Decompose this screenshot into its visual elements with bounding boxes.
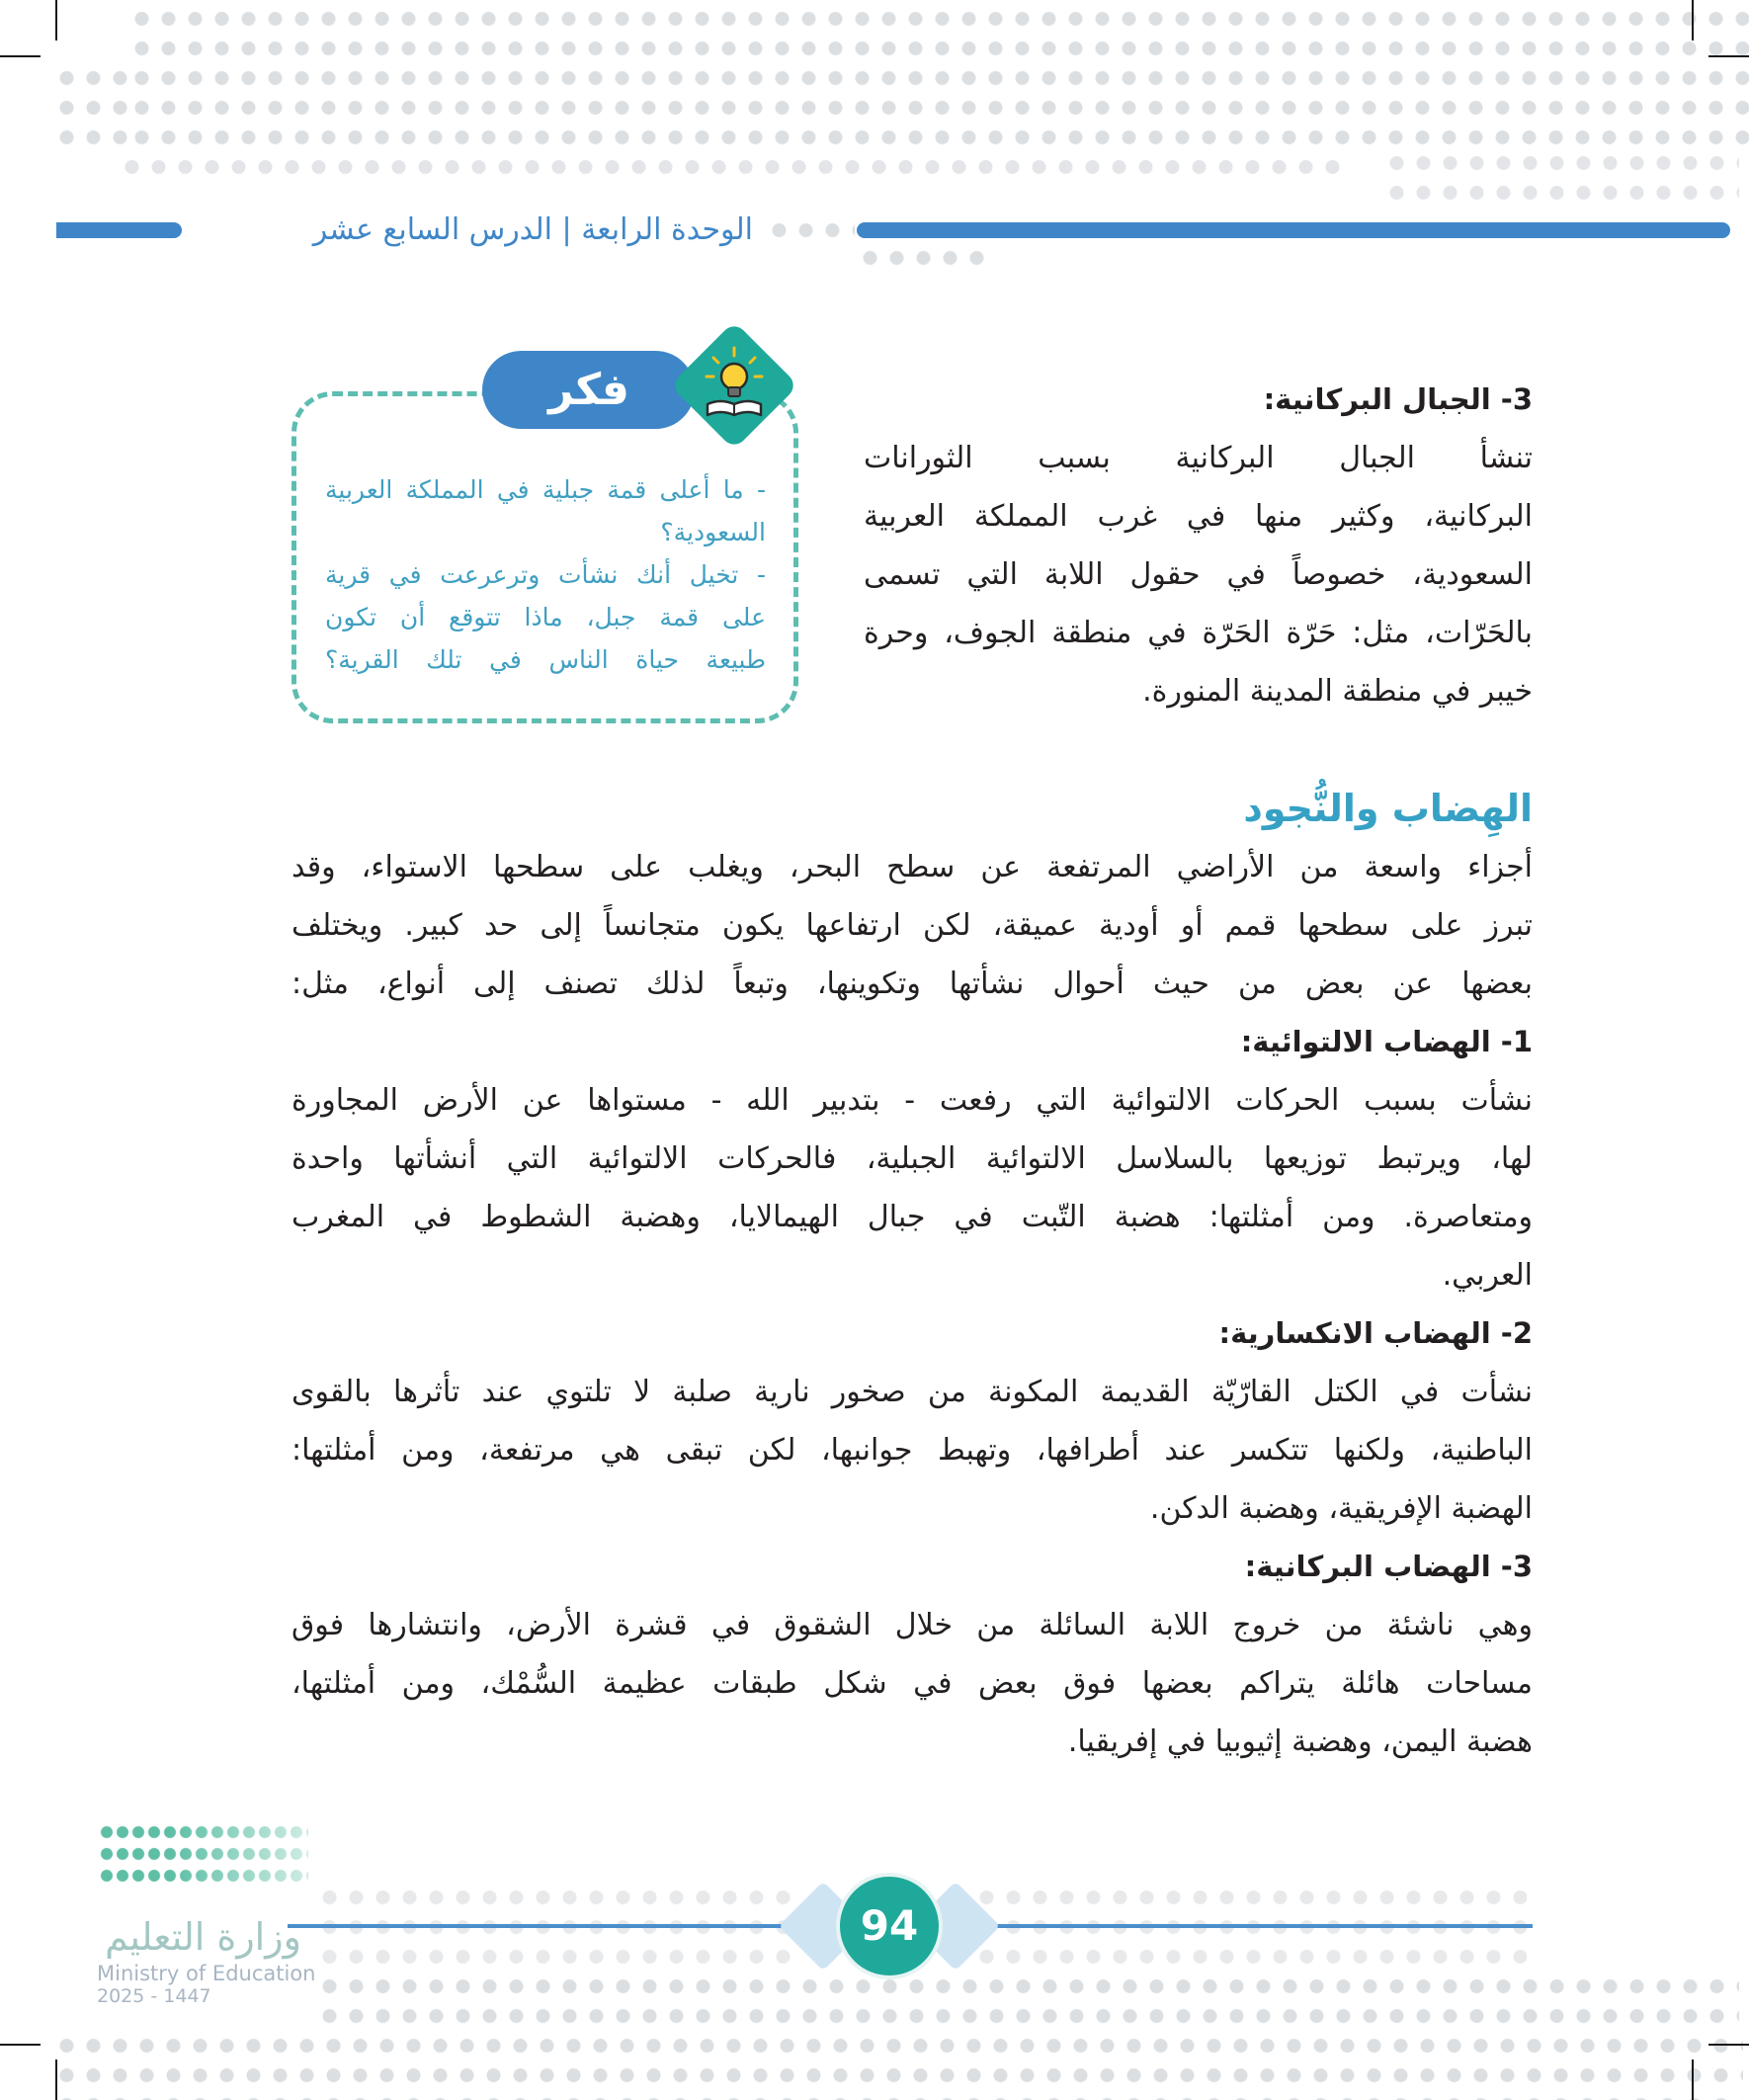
unit-lesson-title: الوحدة الرابعة | الدرس السابع عشر bbox=[312, 212, 753, 247]
paragraph-line: بالحَرّات، مثل: حَرّة الحَرّة في منطقة الجوف، وحرة bbox=[864, 616, 1533, 650]
think-box-text bbox=[325, 468, 766, 681]
section-heading: 2- الهضاب الانكسارية: bbox=[1218, 1316, 1533, 1350]
dot-pattern-decoration bbox=[316, 1972, 1739, 2031]
crop-mark bbox=[0, 55, 41, 57]
crop-mark bbox=[55, 2059, 57, 2100]
edition-year: 2025 - 1447 bbox=[97, 1985, 211, 2007]
dot-pattern-decoration bbox=[128, 4, 1749, 148]
lightbulb-book-icon bbox=[670, 321, 798, 450]
crop-mark bbox=[55, 0, 57, 41]
think-question-line: - تخيل أنك نشأت وترعرعت في قرية bbox=[325, 560, 766, 589]
crop-mark bbox=[1708, 2044, 1749, 2046]
dot-pattern-decoration bbox=[53, 2031, 1743, 2100]
paragraph-line: وهي ناشئة من خروج اللابة السائلة من خلال الشقوق في قشرة الأرض، وانتشارها فوق bbox=[292, 1608, 1533, 1642]
crop-mark bbox=[1708, 55, 1749, 57]
paragraph-line: السعودية، خصوصاً في حقول اللابة التي تسمى bbox=[864, 557, 1533, 592]
crop-mark bbox=[0, 2044, 41, 2046]
paragraph-line: خيبر في منطقة المدينة المنورة. bbox=[1142, 674, 1533, 709]
dot-pattern-decoration bbox=[857, 243, 995, 273]
think-label: فكر bbox=[548, 365, 629, 415]
paragraph-line: مساحات هائلة يتراكم بعضها فوق بعض في شكل طبقات عظيمة السُّمْك، ومن أمثلتها، bbox=[292, 1666, 1533, 1701]
section-heading: 3- الهضاب البركانية: bbox=[1244, 1550, 1533, 1583]
paragraph-line: ومتعاصرة. ومن أمثلتها: هضبة التّبت في جبال الهيمالايا، وهضبة الشطوط في المغرب bbox=[292, 1200, 1533, 1234]
paragraph-line: نشأت في الكتل القارّيّة القديمة المكونة من صخور نارية صلبة لا تلتوي عند تأثرها بالقوى bbox=[292, 1375, 1533, 1409]
ministry-logo-mark bbox=[99, 1821, 308, 1889]
paragraph-line: أجزاء واسعة من الأراضي المرتفعة عن سطح البحر، ويغلب على سطحها الاستواء، وقد bbox=[292, 850, 1533, 884]
paragraph-line: العربي. bbox=[1442, 1258, 1533, 1293]
ministry-name-english: Ministry of Education bbox=[97, 1962, 316, 1985]
think-badge bbox=[670, 321, 798, 450]
section-heading: 3- الجبال البركانية: bbox=[1263, 382, 1533, 416]
crop-mark bbox=[1692, 2059, 1694, 2100]
paragraph-line: نشأت بسبب الحركات الالتوائية التي رفعت - بتدبير الله - مستواها عن الأرض المجاورة bbox=[292, 1083, 1533, 1118]
ministry-name-arabic: وزارة التعليم bbox=[105, 1915, 301, 1959]
think-question-line: - ما أعلى قمة جبلية في المملكة العربية bbox=[325, 475, 766, 504]
paragraph-line: لها، ويرتبط توزيعها بالسلاسل الالتوائية الجبلية، فالحركات الالتوائية التي أنشأتها واحدة bbox=[292, 1141, 1533, 1176]
paragraph-line: تنشأ الجبال البركانية بسبب الثورانات bbox=[864, 441, 1533, 475]
paragraph-line: بعضها عن بعض من حيث أحوال نشأتها وتكوينها، وتبعاً لذلك تصنف إلى أنواع، مثل: bbox=[292, 966, 1533, 1001]
page-number: 94 bbox=[836, 1873, 943, 1979]
paragraph-line: الباطنية، ولكنها تتكسر عند أطرافها، وتهبط جوانبها، لكن تبقى هي مرتفعة، ومن أمثلتها: bbox=[292, 1433, 1533, 1468]
dot-pattern-decoration bbox=[53, 63, 132, 150]
paragraph-line: تبرز على سطحها قمم أو أودية عميقة، لكن ارتفاعها يكون متجانساً إلى حد كبير. ويختلف bbox=[292, 908, 1533, 943]
think-question-line: على قمة جبل، ماذا تتوقع أن تكون bbox=[325, 603, 766, 631]
volcanic-mountains-section bbox=[864, 371, 1533, 720]
think-question-line: طبيعة حياة الناس في تلك القرية؟ bbox=[325, 645, 766, 674]
header-bar-right bbox=[857, 222, 1730, 238]
crop-mark bbox=[1692, 0, 1694, 41]
dot-pattern-decoration bbox=[1383, 148, 1739, 211]
paragraph-line: هضبة اليمن، وهضبة إثيوبيا في إفريقيا. bbox=[1067, 1724, 1533, 1759]
dot-pattern-decoration bbox=[766, 215, 855, 245]
section-heading: 1- الهضاب الالتوائية: bbox=[1240, 1025, 1533, 1058]
think-question-line: السعودية؟ bbox=[660, 518, 766, 546]
header-bar-left bbox=[56, 222, 182, 238]
paragraph-line: البركانية، وكثير منها في غرب المملكة العربية bbox=[864, 499, 1533, 534]
dot-pattern-decoration bbox=[119, 152, 1344, 186]
plateaus-section bbox=[292, 780, 1533, 1771]
paragraph-line: الهضبة الإفريقية، وهضبة الدكن. bbox=[1149, 1491, 1533, 1526]
page-section-title: الهِضاب والنُّجود bbox=[1243, 787, 1533, 830]
